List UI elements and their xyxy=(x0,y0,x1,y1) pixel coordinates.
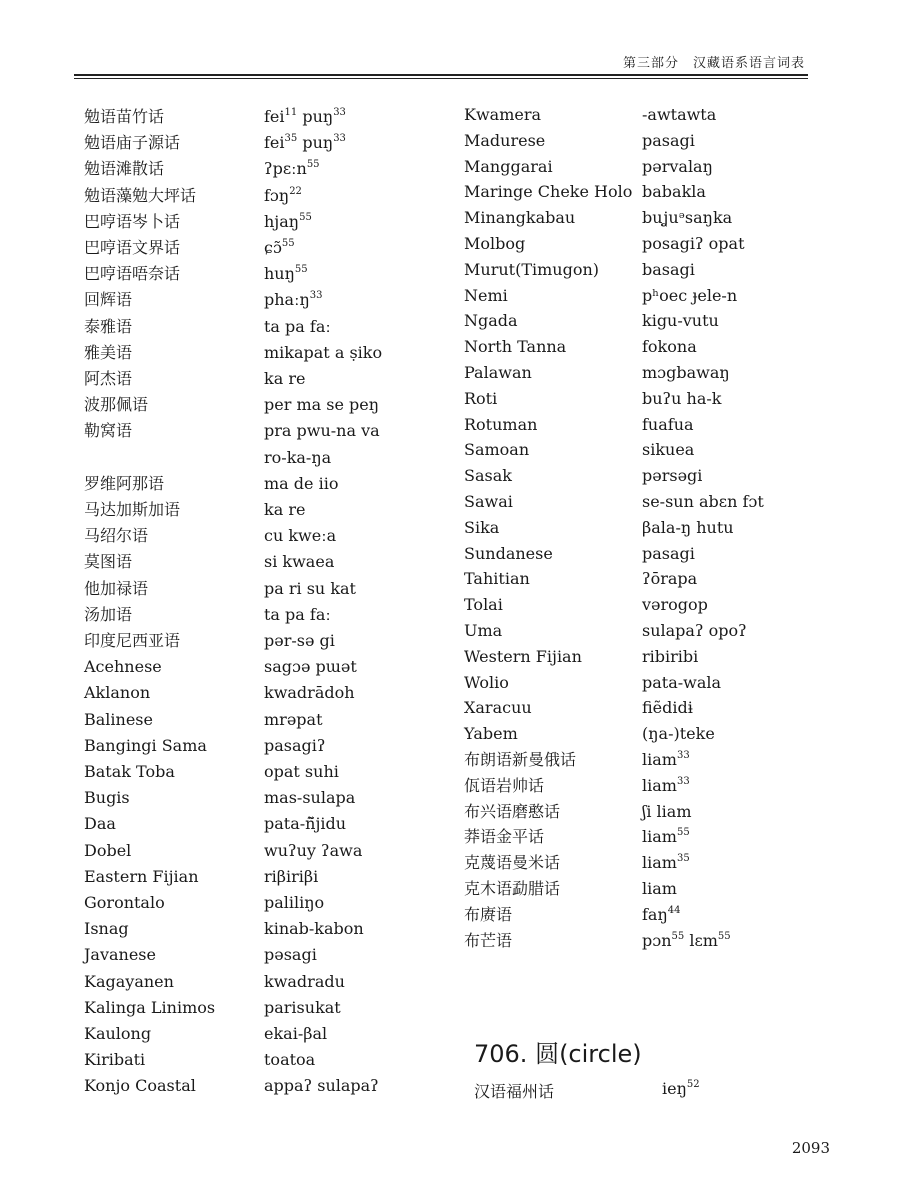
entry-word: fuafua xyxy=(642,414,694,434)
entry-language: Konjo Coastal xyxy=(84,1076,196,1096)
entry-word: sagɔə pɯət xyxy=(264,657,357,677)
entry-language: Tahitian xyxy=(464,569,530,589)
entry-word: wuʔuy ʔawa xyxy=(264,840,363,860)
entry-language: 巴哼语唔奈话 xyxy=(84,264,181,284)
entry-word: ribiribi xyxy=(642,646,699,666)
entry-language: Madurese xyxy=(464,130,546,150)
entry-language: 勒窝语 xyxy=(84,421,133,441)
entry-word: kigu-vutu xyxy=(642,311,719,331)
entry-word: buʔu ha-k xyxy=(642,388,722,408)
entry-language: Kiribati xyxy=(84,1050,146,1070)
entry-language: Javanese xyxy=(84,945,156,965)
entry-word: mɔgbawaŋ xyxy=(642,363,730,382)
entry-word: vərogop xyxy=(642,595,708,615)
entry-word: toatoa xyxy=(264,1050,316,1070)
entry-word: huŋ$^{55}$ xyxy=(264,264,308,284)
entry-language: 布芒语 xyxy=(464,930,513,950)
page-number: 2093 xyxy=(791,1139,830,1157)
entry-language: 布朗语新曼俄话 xyxy=(464,750,577,769)
entry-word: ta pa faː xyxy=(264,604,331,624)
entry-word: riβiriβi xyxy=(264,866,319,886)
entry-language: 莽语金平话 xyxy=(464,827,545,847)
entry-language: 汤加语 xyxy=(84,604,133,624)
entry-language: 勉语藻勉大坪话 xyxy=(84,185,197,205)
entry-word: si kwaea xyxy=(264,552,335,572)
entry-language: Minangkabau xyxy=(464,208,576,228)
entry-word: (ŋa-)teke xyxy=(642,724,715,744)
entry-language: Nemi xyxy=(464,285,508,305)
entry-word: pa ri su kat xyxy=(264,578,356,598)
entry-word: pərsəgi xyxy=(642,466,703,486)
entry-word: basagi xyxy=(642,259,695,279)
entry-word: kinab-kabon xyxy=(264,919,364,939)
entry-language: Rotuman xyxy=(464,414,538,434)
entry-language: 勉语苗竹话 xyxy=(84,107,165,126)
entry-word: ka re xyxy=(264,369,306,388)
entry-language: Aklanon xyxy=(84,683,151,703)
entry-language: Kwamera xyxy=(464,105,542,124)
entry-language: Yabem xyxy=(464,724,518,744)
entry-language: 巴哼语文界话 xyxy=(84,238,181,257)
entry-word: phaːŋ$^{33}$ xyxy=(264,290,323,310)
entry-language: Palawan xyxy=(464,363,532,382)
entry-word: pəsagi xyxy=(264,945,317,965)
entry-word: buʝuᵊsaŋka xyxy=(642,208,733,228)
entry-language: Murut(Timugon) xyxy=(464,259,599,279)
entry-word: mrəpat xyxy=(264,709,323,729)
entry-language: 罗维阿那语 xyxy=(84,473,165,493)
section-entry-word: ieŋ$^{52}$ xyxy=(662,1079,700,1098)
entry-word: liam$^{33}$ xyxy=(642,775,690,795)
entry-language: Sasak xyxy=(464,466,512,486)
entry-word: kwadradu xyxy=(264,971,345,991)
entry-word: -awtawta xyxy=(642,105,717,124)
entry-word: faŋ$^{44}$ xyxy=(642,904,681,924)
entry-word: mas-sulapa xyxy=(264,788,356,808)
entry-language: 布赓语 xyxy=(464,904,513,924)
entry-language: Sika xyxy=(464,517,500,537)
entry-language: Kalinga Linimos xyxy=(84,997,216,1017)
entry-language: Molbog xyxy=(464,234,526,253)
entry-language: 马达加斯加语 xyxy=(84,500,181,519)
entry-word: fei$^{11}$ puŋ$^{33}$ xyxy=(264,107,346,126)
entry-word: pata-wala xyxy=(642,672,722,692)
entry-language: Kagayanen xyxy=(84,971,174,991)
entry-word: pərvalaŋ xyxy=(642,156,713,176)
entry-word: pata-ñ̃jidu xyxy=(264,814,347,834)
entry-language: North Tanna xyxy=(464,337,567,357)
entry-word: ta pa faː xyxy=(264,316,331,336)
entry-language: Bangingi Sama xyxy=(84,735,207,755)
entry-language: 勉语庙子源话 xyxy=(84,133,181,153)
entry-word: kwadrādoh xyxy=(264,683,355,703)
entry-language: Roti xyxy=(464,388,498,408)
entry-word: βala-ŋ hutu xyxy=(642,517,734,537)
entry-language: 勉语滩散话 xyxy=(84,159,165,179)
entry-language: 佤语岩帅话 xyxy=(464,775,545,795)
entry-word: pʰoec ɟele-n xyxy=(642,285,738,305)
entry-word: mikapat a ṣiko xyxy=(264,342,383,362)
entry-language: Sawai xyxy=(464,492,513,511)
entry-word: ʔōrapa xyxy=(642,569,698,589)
entry-language: 克蔑语曼米话 xyxy=(464,853,561,873)
entry-word: ɕɔ̃$^{55}$ xyxy=(264,238,295,257)
entry-word: appaʔ sulapaʔ xyxy=(264,1076,379,1096)
entry-word: liam$^{33}$ xyxy=(642,750,690,769)
entry-language: 印度尼西亚语 xyxy=(84,631,181,650)
entry-word: pasagi xyxy=(642,130,695,150)
entry-word: sulapaʔ opoʔ xyxy=(642,621,747,640)
entry-language: Balinese xyxy=(84,709,153,729)
section-title: 706. 圆(circle) xyxy=(474,1040,642,1068)
entry-language: Manggarai xyxy=(464,156,553,176)
entry-language: 雅美语 xyxy=(84,342,133,362)
entry-language: Wolio xyxy=(464,672,509,692)
entry-word: babakla xyxy=(642,182,706,202)
entry-language: Ngada xyxy=(464,311,518,331)
entry-word: liam xyxy=(642,879,677,898)
entry-language: 马绍尔语 xyxy=(84,526,149,546)
entry-word: fokona xyxy=(642,337,697,357)
entry-language: 泰雅语 xyxy=(84,316,133,336)
entry-language: 他加禄语 xyxy=(84,578,149,598)
entry-word: parisukat xyxy=(264,997,341,1017)
running-header: 第三部分 汉藏语系语言词表 xyxy=(622,56,805,71)
entry-language: 巴哼语岑卜话 xyxy=(84,211,181,231)
entry-word: liam$^{55}$ xyxy=(642,827,690,847)
entry-language: Samoan xyxy=(464,440,530,460)
entry-word: ma de iio xyxy=(264,473,339,493)
entry-language: Maringe Cheke Holo xyxy=(464,182,633,202)
entry-language: Gorontalo xyxy=(84,893,165,912)
entry-language: 克木语勐腊话 xyxy=(464,879,561,898)
entry-language: Kaulong xyxy=(84,1024,152,1043)
entry-word: posagiʔ opat xyxy=(642,234,745,253)
entry-word: fei$^{35}$ puŋ$^{33}$ xyxy=(264,133,346,153)
entry-language: Bugis xyxy=(84,788,130,808)
entry-language: 回辉语 xyxy=(84,290,133,310)
entry-word: pɔn$^{55}$ lɛm$^{55}$ xyxy=(642,930,731,950)
entry-language: Eastern Fijian xyxy=(84,866,199,886)
entry-language: 布兴语磨憨话 xyxy=(464,801,561,821)
header-rule-thick xyxy=(74,74,808,76)
entry-language: Dobel xyxy=(84,840,132,860)
entry-word: ro-ka-ŋa xyxy=(264,447,332,467)
entry-language: 阿杰语 xyxy=(84,369,133,388)
entry-word: hjaŋ$^{55}$ xyxy=(264,211,312,231)
entry-word: cu kweːa xyxy=(264,526,337,546)
entry-language: Sundanese xyxy=(464,543,553,563)
entry-language: Western Fijian xyxy=(464,646,582,666)
entry-word: per ma se peŋ xyxy=(264,395,380,415)
entry-word: sikuea xyxy=(642,440,695,460)
entry-word: pasagiʔ xyxy=(264,735,326,755)
entry-word: opat suhi xyxy=(264,762,339,781)
entry-word: ekai-βal xyxy=(264,1024,328,1043)
entry-language: 莫图语 xyxy=(84,552,133,572)
entry-word: fiẽdidɨ xyxy=(642,698,693,718)
header-rule-thin xyxy=(74,78,808,79)
entry-language: Acehnese xyxy=(84,657,162,677)
entry-language: Daa xyxy=(84,814,116,834)
entry-word: liam$^{35}$ xyxy=(642,853,690,873)
entry-word: pra pwu-na va xyxy=(264,421,380,441)
entry-language: Tolai xyxy=(464,595,503,615)
entry-word: ʃi liam xyxy=(642,801,692,821)
entry-language: 波那佩语 xyxy=(84,395,149,415)
entry-language: Xaracuu xyxy=(464,698,532,718)
entry-word: pasagi xyxy=(642,543,695,563)
entry-word: paliliŋo xyxy=(264,893,325,912)
section-entry-language: 汉语福州话 xyxy=(474,1082,555,1101)
entry-language: Batak Toba xyxy=(84,762,175,781)
entry-language: Uma xyxy=(464,621,503,640)
entry-word: ka re xyxy=(264,500,306,519)
entry-word: pər-sə gi xyxy=(264,631,335,650)
entry-word: ʔpɛːn$^{55}$ xyxy=(264,159,320,179)
entry-word: fɔŋ$^{22}$ xyxy=(264,185,302,205)
entry-language: Isnag xyxy=(84,919,129,939)
entry-word: se-sun abɛn fɔt xyxy=(642,492,764,511)
